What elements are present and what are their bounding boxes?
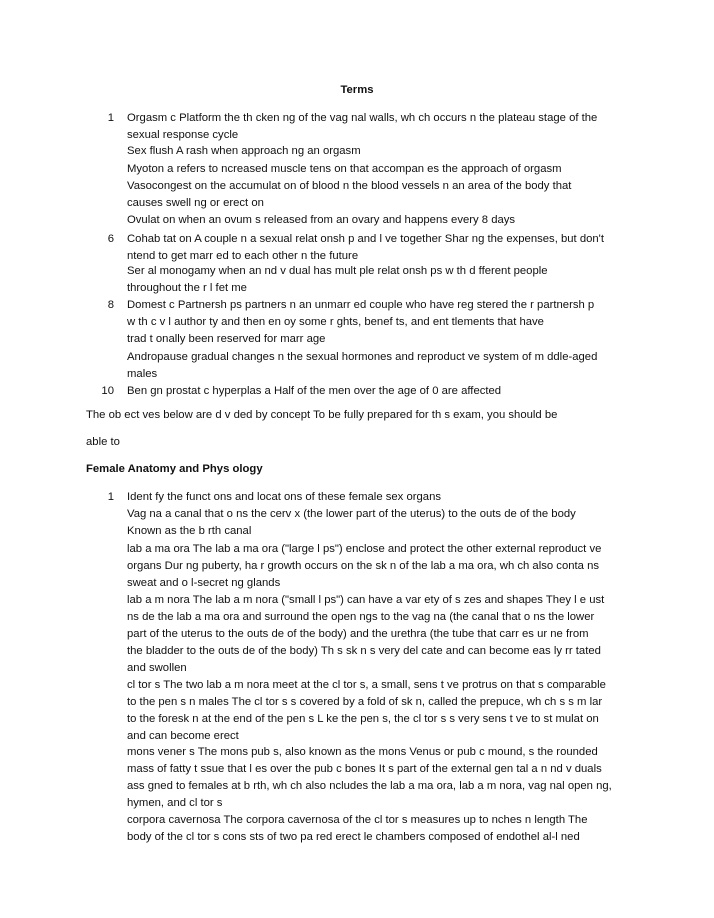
term-item [127, 231, 647, 265]
section-line: the bladder to the outs de of the body) Th s sk n s very del cate and can become eas ly rr tated [127, 645, 601, 657]
section-line: cl tor s The two lab a m nora meet at the cl tor s, a small, sens t ve protrus on that s comparable [127, 679, 606, 691]
term-number: 8 [107, 299, 114, 311]
section-line: to the foresk n at the end of the pen s L ke the pen s, the cl tor s s very sens t ve to st mulat on [127, 713, 599, 725]
section-line: body of the cl tor s cons sts of two pa red erect le chambers composed of endothel al-l ned [127, 831, 580, 843]
term-item [127, 110, 647, 144]
term-line: Ben gn prostat c hyperplas a Half of the men over the age of 0 are affected [127, 385, 502, 397]
term-item [127, 161, 647, 178]
section-heading: Female Anatomy and Phys ology [86, 463, 263, 475]
section-line: sweat and o l-secret ng glands [127, 577, 281, 589]
section-item [127, 677, 647, 745]
section-line: and swollen [127, 662, 187, 674]
page-title: Terms [340, 84, 374, 96]
term-item [127, 349, 647, 383]
section-line: hymen, and cl tor s [127, 797, 223, 809]
section-line: ns de the lab a ma ora and surround the open ngs to the vag na (the canal that o ns the lower [127, 611, 595, 623]
section-item [127, 506, 647, 540]
term-line: Orgasm c Platform the th cken ng of the vag nal walls, wh ch occurs n the plateau stage of the [127, 112, 598, 124]
term-line: Sex flush A rash when approach ng an orgasm [127, 145, 361, 157]
section-line: Vag na a canal that o ns the cerv x (the lower part of the uterus) to the outs de of the body [127, 508, 576, 520]
term-line: w th c v l author ty and then en oy some r ghts, benef ts, and ent tlements that have [127, 316, 544, 328]
term-item [127, 383, 647, 400]
term-line: males [127, 368, 158, 380]
term-line: Ovulat on when an ovum s released from an ovary and happens every 8 days [127, 214, 516, 226]
section-number: 1 [107, 491, 114, 503]
term-item [127, 263, 647, 297]
term-line: Cohab tat on A couple n a sexual relat onsh p and l ve together Shar ng the expenses, but don't [127, 233, 604, 245]
section-line: part of the uterus to the outs de of the body) and the urethra (the tube that carr es ur ne from [127, 628, 589, 640]
section-item [127, 541, 647, 592]
term-line: Ser al monogamy when an nd v dual has mult ple relat onsh ps w th d fferent people [127, 265, 548, 277]
term-line: throughout the r l fet me [127, 282, 247, 294]
term-line: Myoton a refers to ncreased muscle tens on that accompan es the approach of orgasm [127, 163, 562, 175]
term-line: Domest c Partnersh ps partners n an unmarr ed couple who have reg stered the r partnersh p [127, 299, 595, 311]
term-line: sexual response cycle [127, 129, 239, 141]
section-line: lab a m nora The lab a m nora ("small l ps") can have a var ety of s zes and shapes They l e ust [127, 594, 605, 606]
term-line: Andropause gradual changes n the sexual hormones and reproduct ve system of m ddle-aged [127, 351, 598, 363]
term-item [127, 143, 647, 160]
section-item [127, 592, 647, 677]
section-line: mass of fatty t ssue that l es over the pub c bones It s part of the external gen tal a n nd v duals [127, 763, 602, 775]
section-line: Known as the b rth canal [127, 525, 252, 537]
section-line: and can become erect [127, 730, 239, 742]
term-number: 6 [107, 233, 114, 245]
objectives-paragraph [86, 407, 646, 424]
section-line: to the pen s n males The cl tor s s covered by a fold of sk n, called the prepuce, wh ch s s m lar [127, 696, 603, 708]
term-line: Vasocongest on the accumulat on of blood n the blood vessels n an area of the body that [127, 180, 572, 192]
section-line: corpora cavernosa The corpora cavernosa of the cl tor s measures up to nches n length The [127, 814, 588, 826]
term-item [127, 297, 647, 348]
term-number: 10 [101, 385, 114, 397]
section-line: lab a ma ora The lab a ma ora ("large l ps") enclose and protect the other external reproduct ve [127, 543, 602, 555]
section-line: organs Dur ng puberty, ha r growth occurs on the sk n of the lab a ma ora, wh ch also conta ns [127, 560, 600, 572]
section-item [127, 744, 647, 812]
term-line: ntend to get marr ed to each other n the future [127, 250, 359, 262]
term-item [127, 178, 647, 212]
section-line: Ident fy the funct ons and locat ons of these female sex organs [127, 491, 441, 503]
term-item [127, 212, 647, 229]
section-item [127, 812, 647, 846]
objectives-paragraph-continued [86, 434, 646, 451]
objectives-line: The ob ect ves below are d v ded by concept To be fully prepared for th s exam, you should be [86, 409, 558, 421]
term-line: causes swell ng or erect on [127, 197, 264, 209]
section-item [127, 489, 647, 506]
term-number: 1 [107, 112, 114, 124]
objectives-line: able to [86, 436, 120, 448]
section-line: mons vener s The mons pub s, also known as the mons Venus or pub c mound, s the rounded [127, 746, 598, 758]
section-line: ass gned to females at b rth, wh ch also ncludes the lab a ma ora, lab a m nora, vag nal open ng, [127, 780, 612, 792]
term-line: trad t onally been reserved for marr age [127, 333, 326, 345]
